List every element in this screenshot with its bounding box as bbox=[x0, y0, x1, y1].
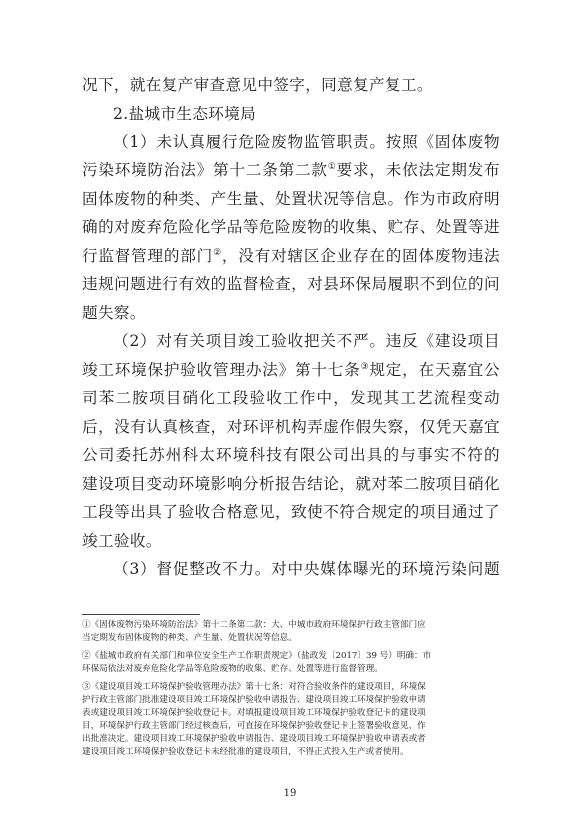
footnote-line: ①《固体废物污染环境防治法》第十二条第二款：大、中城市政府环境保护行政主管部门应 bbox=[82, 620, 426, 630]
para1-line: 行监督管理的部门②，没有对辖区企业存在的固体废物违法 bbox=[82, 247, 500, 265]
para2-line: 建设项目变动环境影响分析报告结论，就对苯二胺项目硝化 bbox=[82, 475, 500, 493]
para3-line: （3）督促整改不力。对中央媒体曝光的环境污染问题 bbox=[113, 560, 500, 578]
para1-line: 确的对废弃危险化学品等危险废物的收集、贮存、处置等进 bbox=[82, 218, 500, 236]
footnote-line: ②《盐城市政府有关部门和单位安全生产工作职责规定》（盐政发〔2017〕39 号）明确：市 bbox=[82, 651, 432, 661]
para2-line: （2）对有关项目竣工验收把关不严。违反《建设项目 bbox=[113, 332, 500, 350]
footnote-line: 出批准决定。建设项目竣工环境保护验收申请报告、建设项目竣工环境保护验收申请表或者 bbox=[82, 734, 426, 744]
footnote-ref-3: ③ bbox=[360, 361, 370, 372]
footnote-line: 目，环境保护行政主管部门经过核查后，可直接在环境保护验收登记卡上签署验收意见，作 bbox=[82, 721, 426, 731]
para1-line: 固体废物的种类、产生量、处置状况等信息。作为市政府明 bbox=[82, 190, 500, 208]
intro-line: 况下，就在复产审查意见中签字，同意复产复工。 bbox=[82, 76, 433, 94]
footnote-ref-2: ② bbox=[213, 247, 222, 258]
footnote-line: 护行政主管部门批准建设项目竣工环境保护验收申请报告、建设项目竣工环境保护验收申请 bbox=[82, 695, 426, 705]
para1-line: 违规问题进行有效的监督检查，对县环保局履职不到位的问 bbox=[82, 275, 500, 293]
section-heading: 2.盐城市生态环境局 bbox=[113, 105, 257, 123]
para2-line: 司苯二胺项目硝化工段验收工作中，发现其工艺流程变动 bbox=[82, 389, 500, 407]
para1-line: 污染环境防治法》第十二条第二款①要求，未依法定期发布 bbox=[82, 161, 500, 179]
para1-line: 题失察。 bbox=[82, 304, 146, 322]
page-number: 19 bbox=[283, 788, 297, 799]
para2-line: 后，没有认真核查，对环评机构弄虚作假失察，仅凭天嘉宜 bbox=[82, 418, 500, 436]
footnote-line: 表或建设项目竣工环境保护验收登记卡。对填报建设项目竣工环境保护验收登记卡的建设项 bbox=[82, 708, 426, 718]
footnote-line: 建设项目竣工环境保护验收登记卡未经批准的建设项目，不得正式投入生产或者使用。 bbox=[82, 747, 409, 757]
footnote-line: 环保局依法对废弃危险化学品等危险废物的收集、贮存、处置等进行监督管理。 bbox=[82, 664, 383, 674]
footnote-line: ③《建设项目竣工环境保护验收管理办法》第十七条：对符合验收条件的建设项目，环境保 bbox=[82, 682, 426, 692]
footnote-ref-1: ① bbox=[327, 161, 337, 172]
para1-line: （1）未认真履行危险废物监管职责。按照《固体废物 bbox=[113, 133, 500, 151]
para2-line: 竣工环境保护验收管理办法》第十七条③规定，在天嘉宜公 bbox=[82, 361, 500, 379]
para2-line: 竣工验收。 bbox=[82, 532, 162, 550]
para2-line: 公司委托苏州科太环境科技有限公司出具的与事实不符的 bbox=[82, 446, 500, 464]
footnote-divider bbox=[82, 614, 200, 615]
para2-line: 工段等出具了验收合格意见，致使不符合规定的项目通过了 bbox=[82, 503, 500, 521]
footnote-line: 当定期发布固体废物的种类、产生量、处置状况等信息。 bbox=[82, 633, 297, 643]
